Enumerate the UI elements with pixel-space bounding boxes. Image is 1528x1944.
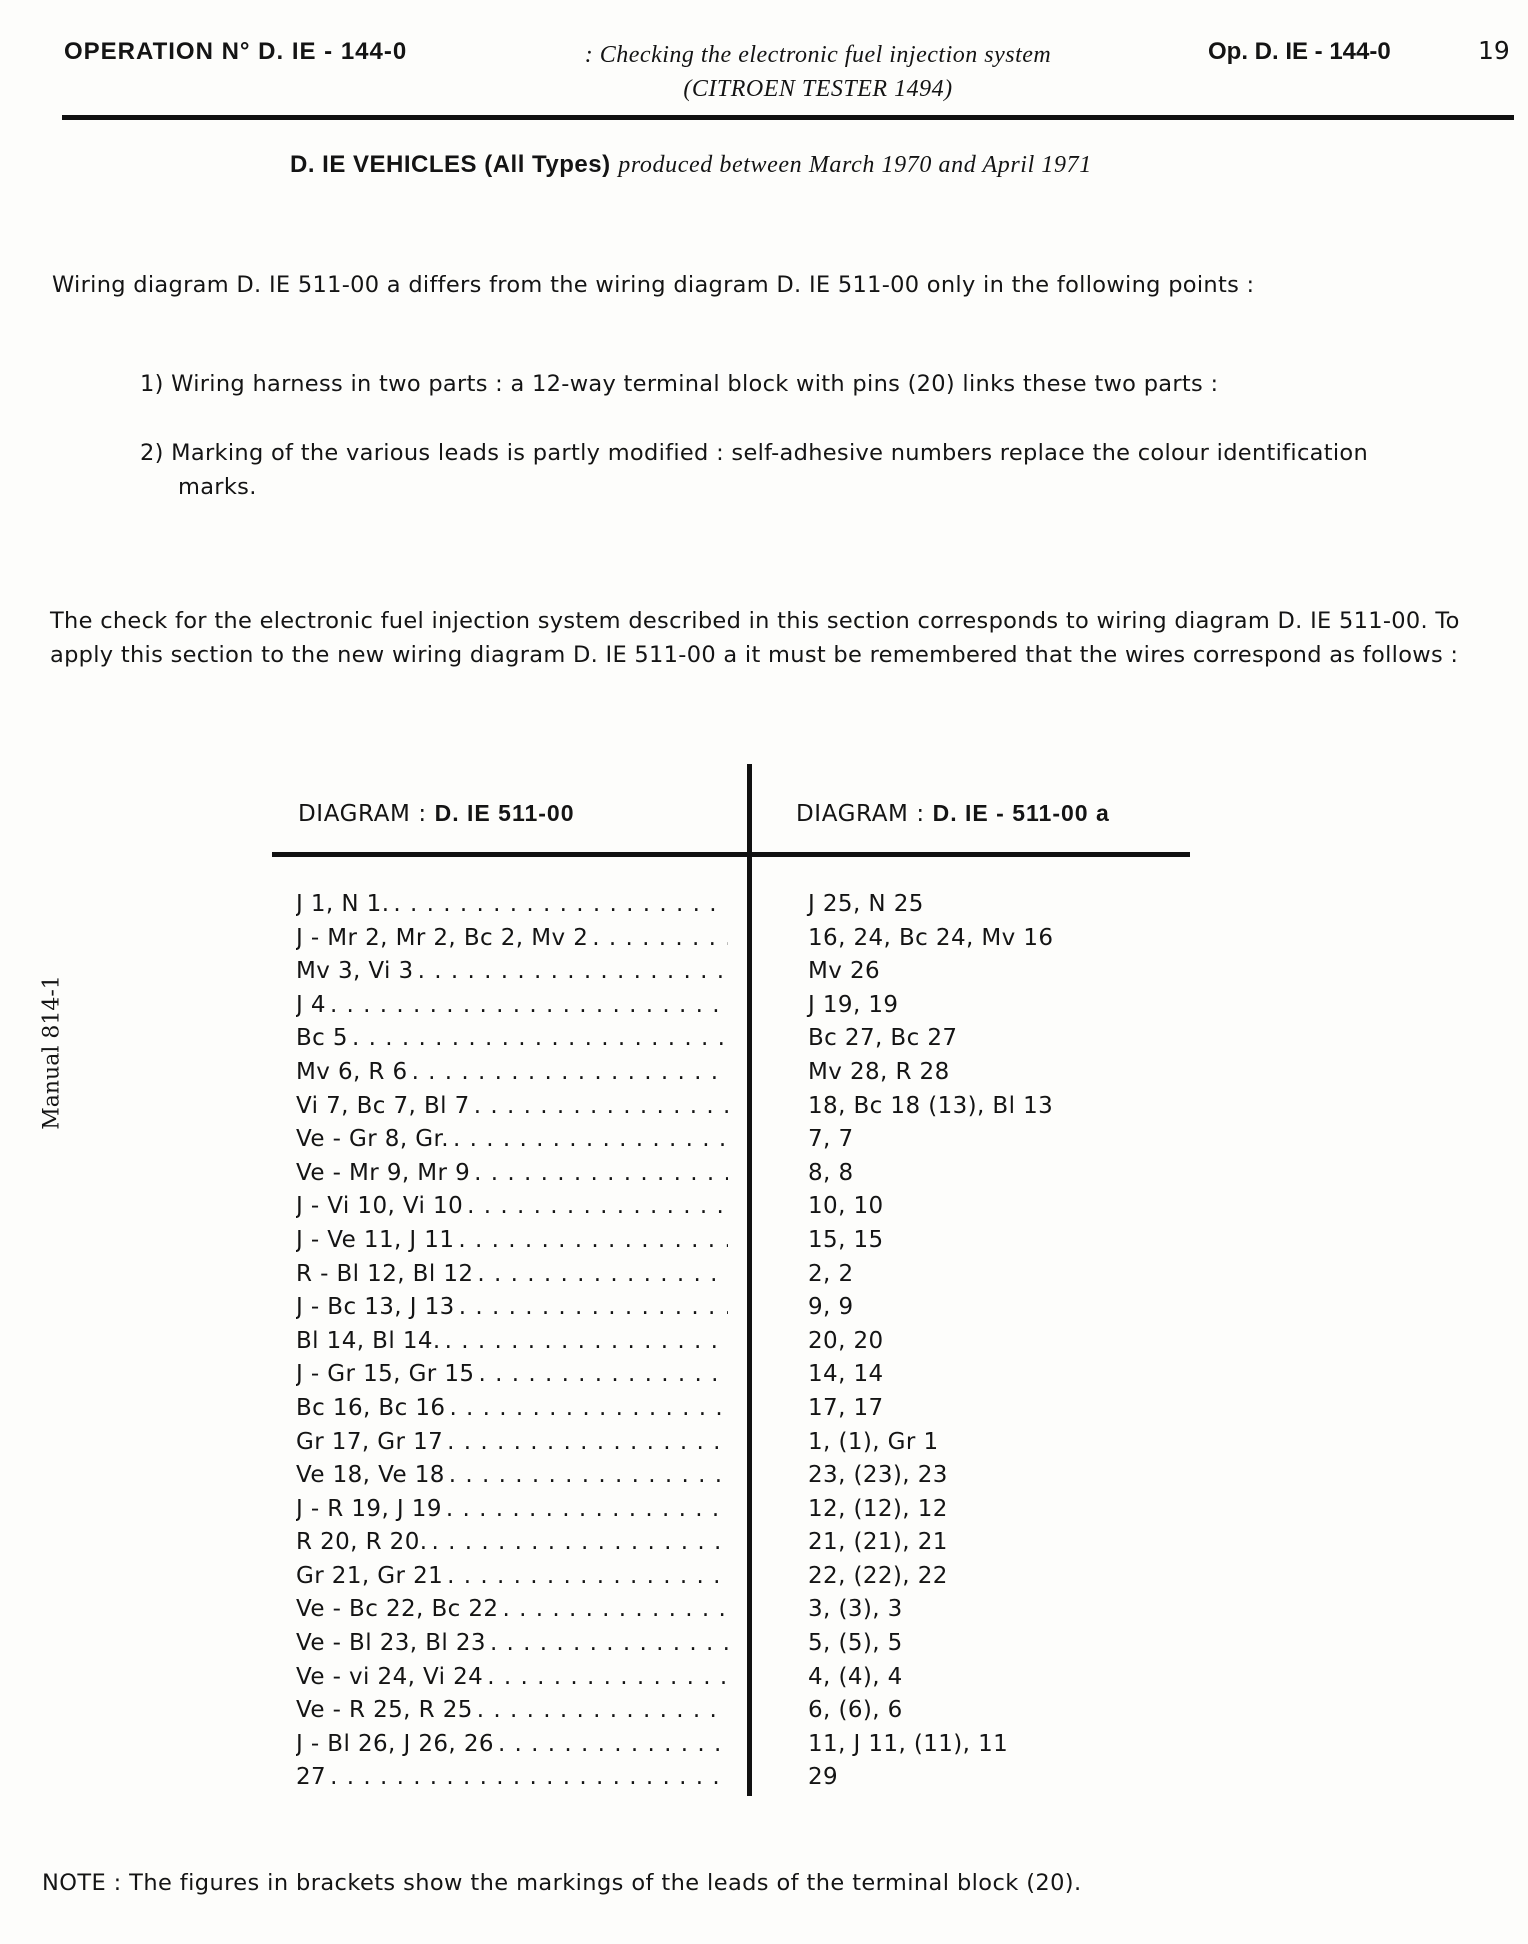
point-2-line1: 2) Marking of the various leads is partly modified : self-adhesive numbers replace the colour identification [140, 440, 1369, 466]
table-row-left [296, 1224, 728, 1258]
operation-title [488, 38, 1148, 106]
wire-new-label: 4, (4), 4 [808, 1663, 903, 1690]
wire-old-label: J 4 [296, 991, 326, 1018]
leader-dots [490, 1627, 728, 1661]
vehicles-types: D. IE VEHICLES (All Types) [290, 151, 611, 178]
leader-dots [474, 1157, 728, 1191]
wire-new-label: 18, Bc 18 (13), Bl 13 [808, 1092, 1054, 1119]
leader-dots [412, 1056, 728, 1090]
point-2-line2: marks. [178, 474, 257, 500]
table-row-left [296, 1728, 728, 1762]
wire-old-label: R 20, R 20. [296, 1529, 428, 1556]
wire-new-label: 9, 9 [808, 1294, 854, 1321]
wire-old-label: 27 [296, 1764, 327, 1791]
wire-old-label: R - Bl 12, Bl 12 [296, 1260, 474, 1287]
table-row-left [296, 922, 728, 956]
leader-dots [330, 1761, 728, 1795]
table-row-left [296, 1661, 728, 1695]
wire-new-label: 16, 24, Bc 24, Mv 16 [808, 924, 1054, 951]
leader-dots [449, 1459, 728, 1493]
leader-dots [418, 955, 728, 989]
margin-label: Manual 814-1 [39, 975, 65, 1130]
table-row-left [296, 955, 728, 989]
wire-old-label: J - Ve 11, J 11 [296, 1226, 455, 1253]
wire-old-label: Bl 14, Bl 14. [296, 1327, 441, 1354]
table-row-left [296, 1493, 728, 1527]
leader-dots [487, 1661, 728, 1695]
leader-dots [446, 1493, 728, 1527]
leader-dots [352, 1022, 728, 1056]
wire-old-label: Ve 18, Ve 18 [296, 1462, 445, 1489]
table-row-left [296, 1392, 728, 1426]
table-row-left [296, 1090, 728, 1124]
vehicles-dates: produced between March 1970 and April 1971 [618, 152, 1092, 178]
table-row-left [296, 1291, 728, 1325]
wire-old-label: Gr 21, Gr 21 [296, 1562, 444, 1589]
wire-new-label: 23, (23), 23 [808, 1462, 948, 1489]
wire-new-label: 14, 14 [808, 1361, 884, 1388]
table-row-left [296, 1358, 728, 1392]
table-row-left [296, 888, 728, 922]
table-header-left-prefix: DIAGRAM : [298, 801, 427, 827]
wire-new-label: 6, (6), 6 [808, 1697, 903, 1724]
point-1: 1) Wiring harness in two parts : a 12-way terminal block with pins (20) links these two parts : [140, 371, 1219, 397]
table-row-left [296, 1426, 728, 1460]
wire-old-label: Ve - Bl 23, Bl 23 [296, 1630, 486, 1657]
wire-old-label: Bc 16, Bc 16 [296, 1394, 446, 1421]
table-row-left [296, 1022, 728, 1056]
wire-new-label: 15, 15 [808, 1226, 884, 1253]
table-row-left [296, 1056, 728, 1090]
table-row-left [296, 1560, 728, 1594]
wire-old-label: Vi 7, Bc 7, Bl 7 [296, 1092, 470, 1119]
table-header-left-diagram: D. IE 511-00 [434, 800, 575, 826]
wire-old-label: Mv 6, R 6 [296, 1058, 408, 1085]
wire-old-label: J - Gr 15, Gr 15 [296, 1361, 475, 1388]
table-header-rule [272, 852, 1190, 857]
table-vertical-rule [747, 764, 752, 1796]
wire-old-label: J - Mr 2, Mr 2, Bc 2, Mv 2 [296, 924, 589, 951]
table-row-left [296, 1459, 728, 1493]
wire-old-label: Ve - Mr 9, Mr 9 [296, 1159, 471, 1186]
wire-new-label: Mv 28, R 28 [808, 1058, 950, 1085]
wire-new-label: 11, J 11, (11), 11 [808, 1730, 1009, 1757]
wire-new-label: 29 [808, 1764, 839, 1791]
table-header-left [298, 800, 575, 827]
table-row-left [296, 1761, 728, 1795]
table-header-right-prefix: DIAGRAM : [796, 801, 925, 827]
wire-new-label: 3, (3), 3 [808, 1596, 903, 1623]
operation-number: OPERATION N° D. IE - 144-0 [64, 38, 408, 65]
wire-old-label: Bc 5 [296, 1025, 348, 1052]
wire-new-label: 17, 17 [808, 1394, 884, 1421]
table-row-left [296, 989, 728, 1023]
table-header-right-diagram: D. IE - 511-00 a [932, 800, 1110, 826]
wire-new-label: Bc 27, Bc 27 [808, 1025, 958, 1052]
leader-dots [477, 1694, 728, 1728]
page-number: 19 [1478, 36, 1510, 65]
leader-dots [467, 1190, 728, 1224]
note: NOTE : The figures in brackets show the markings of the leads of the terminal block (20). [42, 1870, 1082, 1896]
wire-old-label: Ve - vi 24, Vi 24 [296, 1663, 484, 1690]
wire-new-label: 1, (1), Gr 1 [808, 1428, 939, 1455]
wire-old-label: Mv 3, Vi 3 [296, 958, 414, 985]
leader-dots [478, 1358, 728, 1392]
table-row-left [296, 1694, 728, 1728]
leader-dots [431, 1526, 728, 1560]
wire-new-label: J 25, N 25 [808, 891, 924, 917]
leader-dots [447, 1426, 728, 1460]
wire-new-label: J 19, 19 [808, 991, 899, 1018]
wire-old-label: J - Vi 10, Vi 10 [296, 1193, 464, 1220]
table-row-left [296, 1627, 728, 1661]
table-row-left [296, 1526, 728, 1560]
leader-dots [502, 1593, 728, 1627]
wire-new-label: 22, (22), 22 [808, 1562, 948, 1589]
wire-old-label: Ve - R 25, R 25 [296, 1697, 473, 1724]
vehicles-line [290, 150, 1092, 179]
wire-old-label: Gr 17, Gr 17 [296, 1428, 444, 1455]
wire-new-label: 2, 2 [808, 1260, 854, 1287]
wire-old-label: J 1, N 1. [296, 891, 390, 917]
leader-dots [474, 1090, 728, 1124]
wire-new-label: Mv 26 [808, 958, 881, 985]
operation-title-line1: : Checking the electronic fuel injection system [584, 42, 1052, 68]
table-row-left [296, 1157, 728, 1191]
table-row-left [296, 1593, 728, 1627]
wire-new-label: 8, 8 [808, 1159, 854, 1186]
leader-dots [592, 922, 728, 956]
leader-dots [330, 989, 728, 1023]
table-header-right [796, 800, 1110, 827]
wire-old-label: J - Bc 13, J 13 [296, 1294, 455, 1321]
check-paragraph: The check for the electronic fuel injection system described in this section corresponds to wiring diagram D. IE 511-00. To apply this section to the new wiring diagram D. IE 511-00 a it must be remembered that the wires correspond as follows : [50, 608, 1460, 668]
table-row-left [296, 1258, 728, 1292]
table-row-left [296, 1190, 728, 1224]
table-row-left [296, 1123, 728, 1157]
leader-dots [447, 1560, 728, 1594]
leader-dots [477, 1258, 728, 1292]
table-left-column [296, 888, 728, 1795]
table-row-left [296, 1325, 728, 1359]
leader-dots [459, 1291, 728, 1325]
leader-dots [449, 1392, 728, 1426]
wire-new-label: 12, (12), 12 [808, 1495, 948, 1522]
wire-new-label: 20, 20 [808, 1327, 884, 1354]
operation-ref: Op. D. IE - 144-0 [1208, 38, 1391, 65]
header-rule [62, 115, 1514, 120]
intro-paragraph: Wiring diagram D. IE 511-00 a differs from the wiring diagram D. IE 511-00 only in the following points : [52, 272, 1255, 298]
leader-dots [393, 888, 728, 922]
leader-dots [498, 1728, 728, 1762]
wire-new-label: 10, 10 [808, 1193, 884, 1220]
wire-new-label: 21, (21), 21 [808, 1529, 948, 1556]
point-2 [140, 436, 1490, 504]
wire-old-label: Ve - Bc 22, Bc 22 [296, 1596, 499, 1623]
wire-new-label: 5, (5), 5 [808, 1630, 903, 1657]
operation-title-line2: (CITROEN TESTER 1494) [683, 76, 953, 102]
leader-dots [458, 1224, 728, 1258]
leader-dots [445, 1325, 728, 1359]
table-right-column [808, 888, 1188, 1795]
leader-dots [453, 1123, 728, 1157]
wire-old-label: Ve - Gr 8, Gr. [296, 1126, 449, 1153]
wire-old-label: J - Bl 26, J 26, 26 [296, 1730, 494, 1757]
wire-new-label: 7, 7 [808, 1126, 854, 1153]
wire-old-label: J - R 19, J 19 [296, 1495, 442, 1522]
